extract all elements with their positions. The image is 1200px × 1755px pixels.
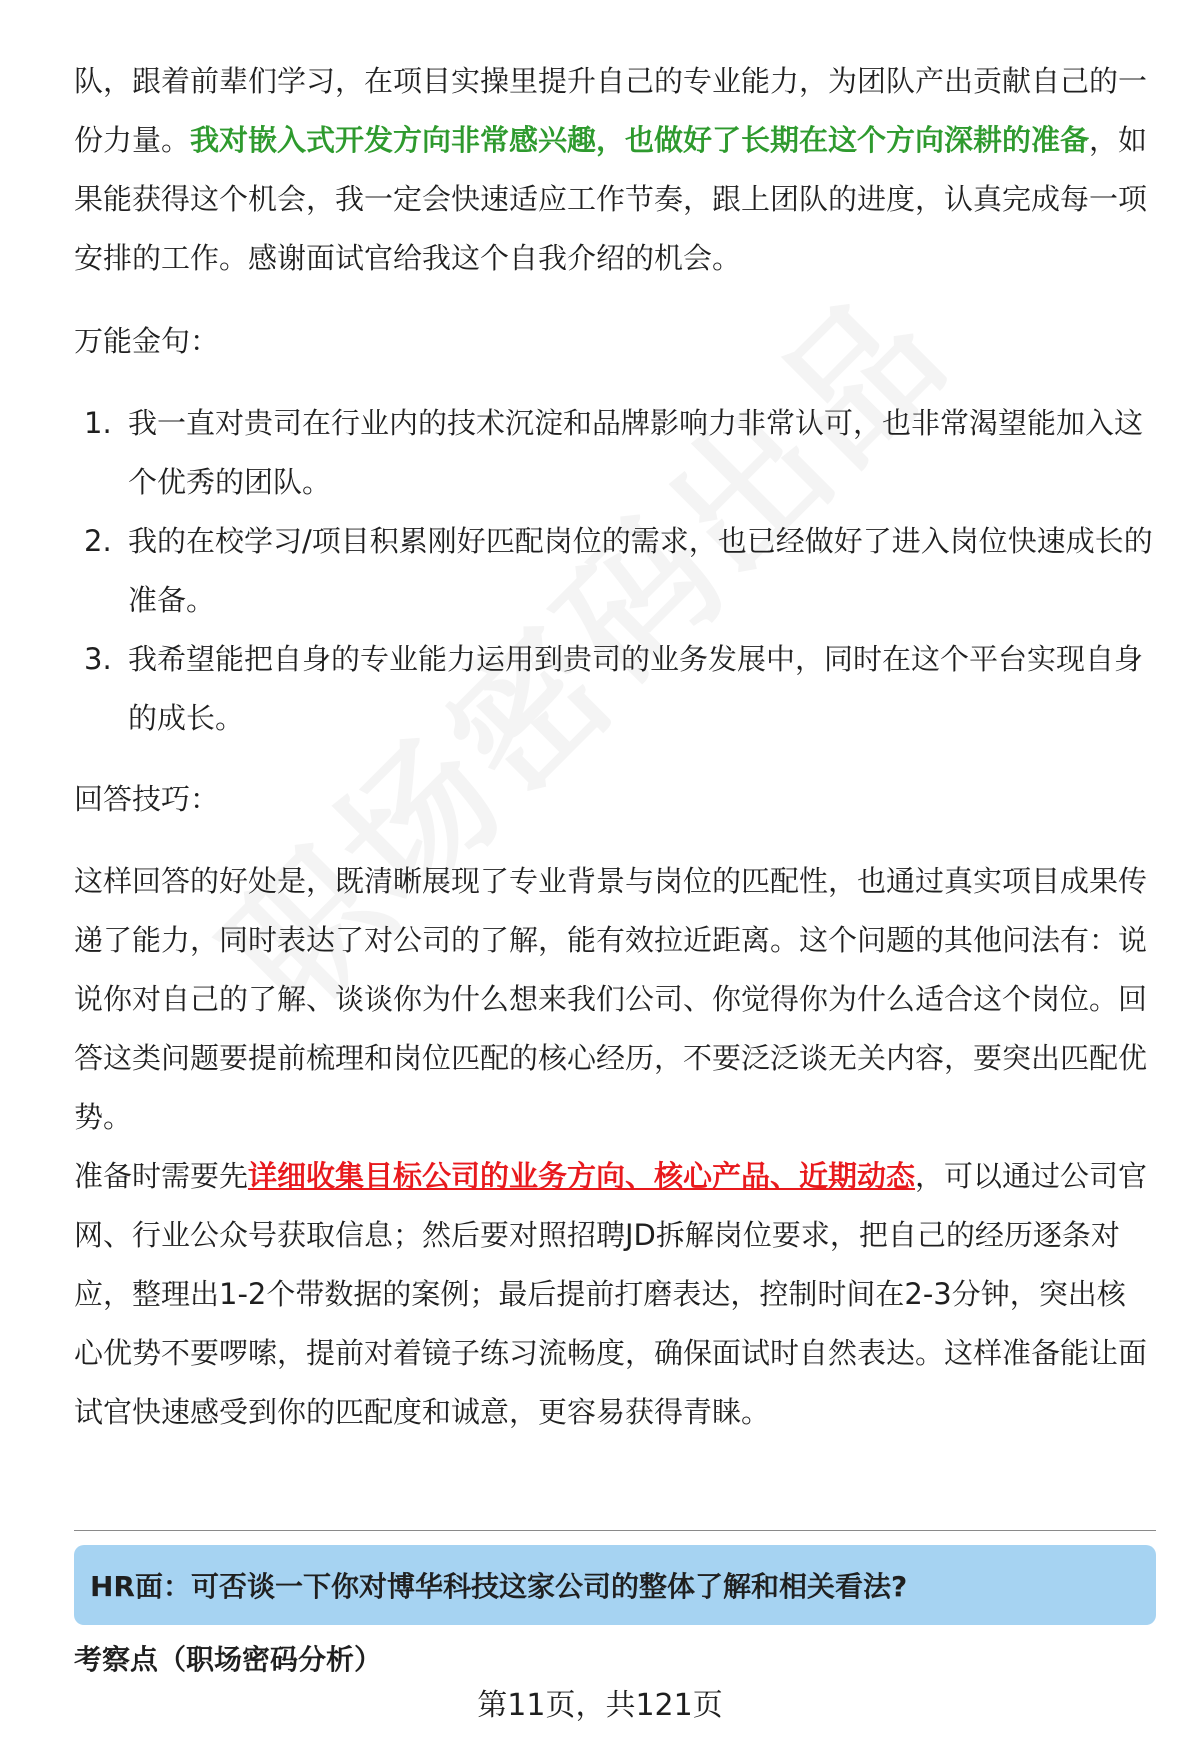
- page-footer: 第11页，共121页: [477, 1688, 723, 1723]
- golden-list: [74, 394, 1154, 748]
- golden-heading: 万能金句：: [74, 324, 220, 358]
- skills-text-b: ，可以通过公司官网、行业公众号获取信息；然后要对照招聘JD拆解岗位要求，把自己的经历逐条对应，整理出1-2个带数据的案例；最后提前打磨表达，控制时间在2-3分钟，突出核心优势不要啰嗦，提前对着镜子练习流畅度，确保面试时自然表达。这样准备能让面试官快速感受到你的匹配度和诚意，更容易获得青睐。: [74, 1159, 1148, 1429]
- list-item: [74, 630, 1154, 748]
- skills-paragraph-1: 这样回答的好处是，既清晰展现了专业背景与岗位的匹配性，也通过真实项目成果传递了能力，同时表达了对公司的了解，能有效拉近距离。这个问题的其他问法有：说说你对自己的了解、谈谈你为什么想来我们公司、你觉得你为什么适合这个岗位。回答这类问题要提前梳理和岗位匹配的核心经历，不要泛泛谈无关内容，要突出匹配优势。: [74, 864, 1148, 1134]
- analysis-heading: 考察点（职场密码分析）: [74, 1643, 383, 1676]
- list-item-text: 我一直对贵司在行业内的技术沉淀和品牌影响力非常认可，也非常渴望能加入这个优秀的团队。: [128, 406, 1144, 499]
- intro-text-a: 队，跟着前辈们学习，在项目实操里提升自己的专业能力，为团队产出贡献自己的一份力量。: [74, 64, 1148, 157]
- intro-paragraph: [74, 52, 1154, 288]
- list-item: [74, 512, 1154, 630]
- list-item-text: 我希望能把自身的专业能力运用到贵司的业务发展中，同时在这个平台实现自身的成长。: [128, 642, 1144, 735]
- list-item-number: 2.: [84, 524, 112, 558]
- list-item-number: 1.: [84, 406, 112, 440]
- intro-highlight: 我对嵌入式开发方向非常感兴趣，也做好了长期在这个方向深耕的准备: [190, 123, 1090, 157]
- skills-highlight: 详细收集目标公司的业务方向、核心产品、近期动态: [248, 1159, 916, 1193]
- list-item: [74, 394, 1154, 512]
- skills-paragraph-2: [74, 1147, 1154, 1442]
- intro-text-b: ，如果能获得这个机会，我一定会快速适应工作节奏，跟上团队的进度，认真完成每一项安排的工作。感谢面试官给我这个自我介绍的机会。: [74, 123, 1148, 275]
- list-item-number: 3.: [84, 642, 112, 676]
- section-divider: [74, 1530, 1156, 1531]
- question-text: HR面：可否谈一下你对博华科技这家公司的整体了解和相关看法?: [90, 1570, 908, 1603]
- skills-heading: 回答技巧：: [74, 782, 220, 816]
- skills-text-a: 准备时需要先: [74, 1159, 249, 1193]
- question-box: [74, 1545, 1156, 1625]
- document-body: [74, 52, 1154, 1442]
- list-item-text: 我的在校学习/项目积累刚好匹配岗位的需求，也已经做好了进入岗位快速成长的准备。: [128, 524, 1153, 617]
